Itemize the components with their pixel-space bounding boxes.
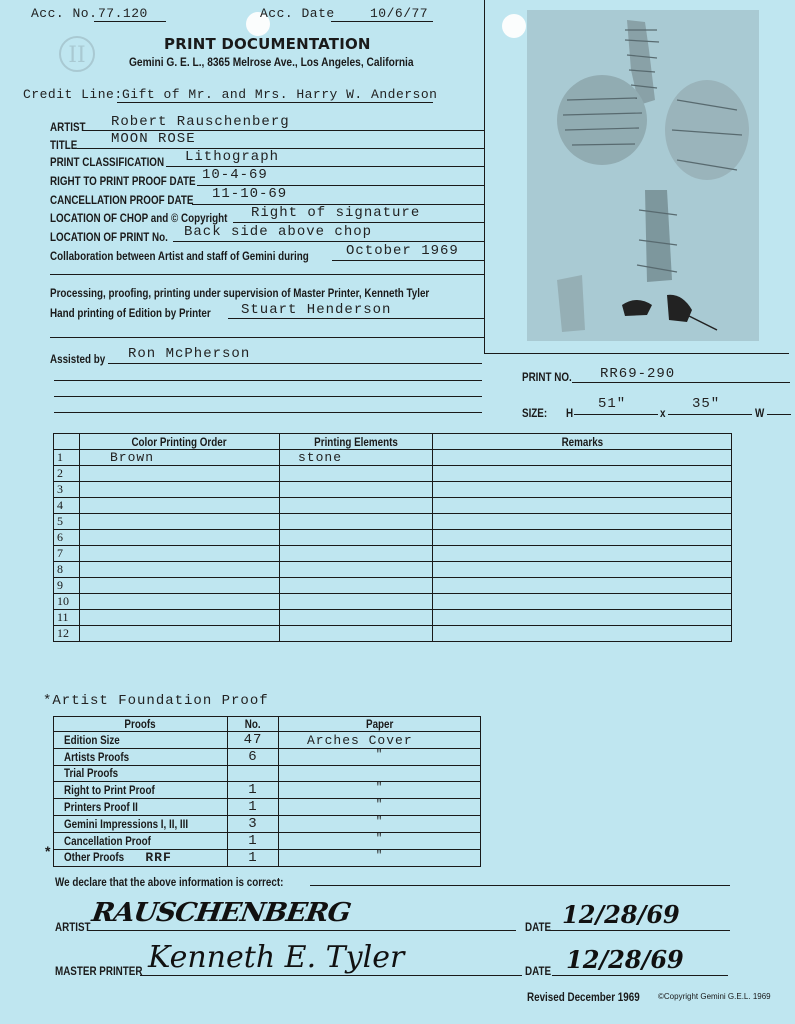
cancel-date-value: 11-10-69	[212, 186, 288, 202]
table-row: 4	[54, 498, 732, 514]
table-row: 10	[54, 594, 732, 610]
printer-signature: Kenneth E. Tyler	[148, 940, 405, 975]
foundation-proof-note: *Artist Foundation Proof	[43, 693, 269, 709]
artist-date-line	[550, 930, 730, 931]
revised-text: Revised December 1969	[527, 990, 640, 1004]
address: Gemini G. E. L., 8365 Melrose Ave., Los Angeles, California	[129, 55, 414, 69]
credit-line-value: Gift of Mr. and Mrs. Harry W. Anderson	[122, 87, 438, 102]
printer-date-line	[552, 975, 728, 976]
blank-line	[50, 337, 484, 338]
table-row: 6	[54, 530, 732, 546]
size-x-label: x	[660, 406, 666, 420]
table-row: Cancellation Proof 1 "	[54, 832, 481, 849]
table-row: Other Proofs RRF 1 "	[54, 849, 481, 866]
printer-date-label: DATE	[525, 964, 552, 978]
copyright-text: ©Copyright Gemini G.E.L. 1969	[658, 992, 771, 1001]
rtp-date-value: 10-4-69	[202, 167, 268, 183]
artist-label: ARTIST	[50, 120, 86, 134]
color-printing-table	[53, 433, 732, 642]
table-row: Gemini Impressions I, II, III 3 "	[54, 815, 481, 832]
table-header-row	[54, 434, 732, 450]
printno-loc-label: LOCATION OF PRINT No.	[50, 230, 168, 244]
acc-date-label: Acc. Date	[260, 6, 335, 21]
other-proofs-star: *	[45, 843, 51, 859]
page-title: PRINT DOCUMENTATION	[164, 35, 371, 53]
declaration-line	[310, 885, 730, 886]
title-label: TITLE	[50, 138, 78, 152]
table-row: 11	[54, 610, 732, 626]
acc-date-value: 10/6/77	[370, 6, 429, 21]
hand-printing-value: Stuart Henderson	[241, 302, 392, 318]
proofs-header-row	[54, 717, 481, 732]
size-h-line	[574, 414, 658, 415]
size-h-value: 51"	[598, 396, 627, 412]
separator-line	[50, 274, 484, 275]
acc-no-label: Acc. No.	[31, 6, 98, 21]
size-h-label: H	[566, 406, 574, 420]
header-printing-elements: Printing Elements	[280, 434, 433, 450]
printno-loc-line	[173, 241, 484, 242]
collab-label: Collaboration between Artist and staff of Gemini during	[50, 249, 309, 263]
table-row: Printers Proof II 1 "	[54, 798, 481, 815]
size-w-trail-line	[767, 414, 791, 415]
artwork-thumbnail	[527, 10, 759, 341]
artist-date: 12/28/69	[562, 900, 680, 929]
print-no-value: RR69-290	[600, 366, 676, 382]
printno-loc-value: Back side above chop	[184, 224, 373, 240]
table-row: 9	[54, 578, 732, 594]
size-w-line	[668, 414, 752, 415]
panel-bottom	[484, 353, 789, 354]
chop-line	[233, 222, 484, 223]
header-color-order: Color Printing Order	[80, 434, 280, 450]
table-row: 1 Brown stone	[54, 450, 732, 466]
acc-date-underline	[331, 21, 433, 22]
table-row: Trial Proofs	[54, 766, 481, 782]
artist-sign-label: ARTIST	[55, 920, 91, 934]
punch-hole	[502, 14, 526, 38]
panel-divider	[484, 0, 485, 353]
processing-text: Processing, proofing, printing under supervision of Master Printer, Kenneth Tyler	[50, 286, 430, 300]
table-row: Artists Proofs 6 "	[54, 749, 481, 766]
artist-value: Robert Rauschenberg	[111, 114, 290, 130]
cancel-date-label: CANCELLATION PROOF DATE	[50, 193, 194, 207]
header-remarks: Remarks	[433, 434, 732, 450]
printer-date: 12/28/69	[566, 945, 684, 974]
artist-sign-line	[88, 930, 516, 931]
assisted-label: Assisted by	[50, 352, 106, 366]
table-row: 3	[54, 482, 732, 498]
table-row: Right to Print Proof 1 "	[54, 781, 481, 798]
table-row: 7	[54, 546, 732, 562]
size-w-value: 35"	[692, 396, 721, 412]
title-value: MOON ROSE	[111, 131, 196, 147]
printer-sign-label: MASTER PRINTER	[55, 964, 143, 978]
table-row: 2	[54, 466, 732, 482]
declaration-text: We declare that the above information is correct:	[55, 875, 284, 889]
header-num	[54, 434, 80, 450]
classification-value: Lithograph	[185, 149, 280, 165]
credit-line-underline	[117, 102, 433, 103]
assisted-line-3	[54, 396, 482, 397]
table-row: 12	[54, 626, 732, 642]
credit-line-label: Credit Line:	[23, 87, 123, 102]
assisted-value: Ron McPherson	[128, 346, 251, 362]
gemini-logo-icon	[57, 34, 97, 74]
header-paper: Paper	[279, 717, 481, 732]
collab-value: October 1969	[346, 243, 459, 259]
artist-date-label: DATE	[525, 920, 552, 934]
print-no-label: PRINT NO.	[522, 370, 572, 384]
table-row: Edition Size 47 Arches Cover	[54, 732, 481, 749]
artist-signature: RAUSCHENBERG	[89, 898, 353, 928]
size-w-label: W	[755, 406, 765, 420]
proofs-table	[53, 716, 481, 867]
acc-no-underline	[94, 21, 166, 22]
chop-label: LOCATION OF CHOP and © Copyright	[50, 211, 228, 225]
size-label: SIZE:	[522, 406, 548, 420]
hand-printing-label: Hand printing of Edition by Printer	[50, 306, 211, 320]
table-row: 5	[54, 514, 732, 530]
assisted-line-4	[54, 412, 482, 413]
hand-printing-line	[228, 318, 484, 319]
collab-line	[332, 260, 484, 261]
table-row: 8	[54, 562, 732, 578]
title-line	[77, 148, 484, 149]
chop-value: Right of signature	[251, 205, 421, 221]
print-no-line	[572, 382, 790, 383]
assisted-line-2	[54, 380, 482, 381]
header-proofs: Proofs	[54, 717, 228, 732]
acc-no-value: 77.120	[98, 6, 148, 21]
header-no: No.	[228, 717, 279, 732]
rtp-date-label: RIGHT TO PRINT PROOF DATE	[50, 174, 196, 188]
printer-sign-line	[140, 975, 522, 976]
assisted-line	[108, 363, 482, 364]
svg-text:II: II	[68, 43, 86, 68]
classification-label: PRINT CLASSIFICATION	[50, 155, 165, 169]
